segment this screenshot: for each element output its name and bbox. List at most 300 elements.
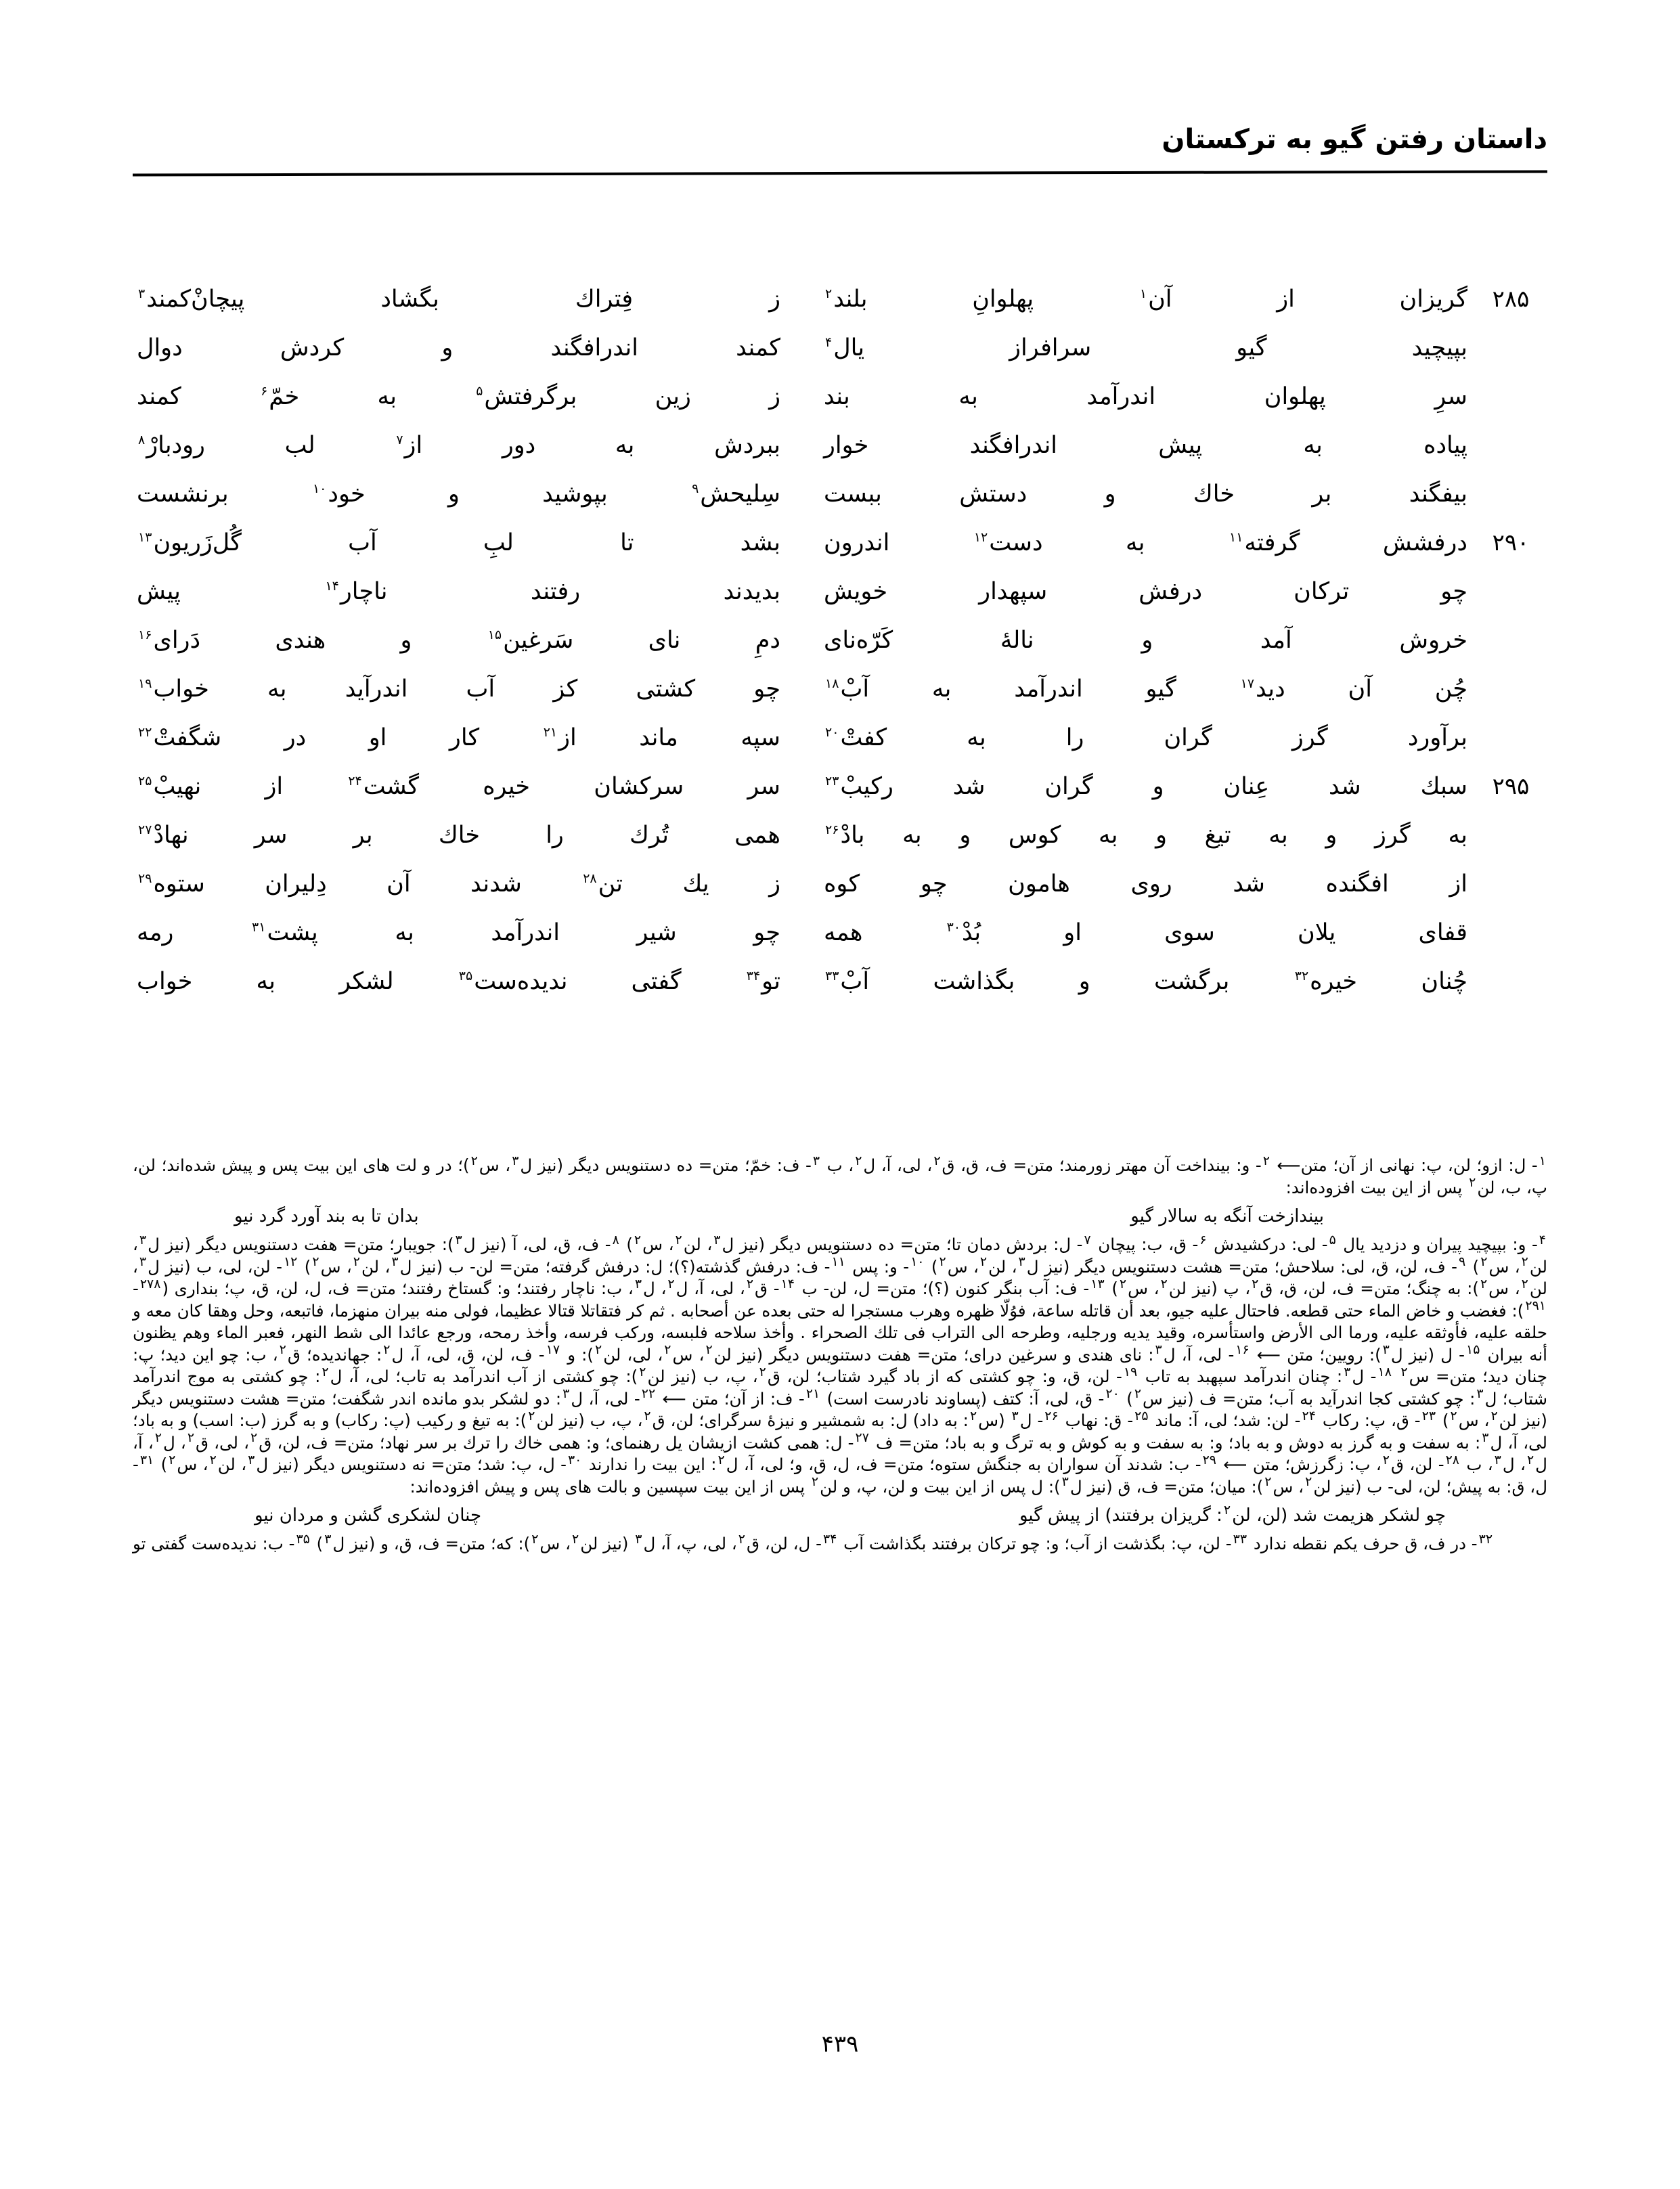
verse-word: اندرآید — [345, 676, 408, 703]
hemistich-second — [133, 716, 801, 759]
verse-word: اندرآمد — [1014, 676, 1083, 703]
verse-word: پهلوانِ — [972, 286, 1034, 313]
verse-word: افگنده — [1325, 870, 1389, 898]
footnote-marker: ۲ — [1160, 1276, 1168, 1291]
verse-word: و — [1325, 822, 1338, 849]
verse-word: آمد — [1260, 627, 1292, 654]
footnote-marker: ۲ — [1521, 1276, 1528, 1291]
hemistich-first — [801, 375, 1474, 418]
verse-number: ۲۹۰ — [1492, 529, 1530, 556]
footnote-marker: ۳۵ — [296, 1531, 310, 1547]
verse-couplet — [133, 862, 1547, 911]
verse-word: از$^{۲۱}$ — [543, 724, 577, 751]
footnote-marker: ۱۵ — [487, 627, 502, 643]
verse-word: خویش — [824, 578, 888, 605]
footnote-marker: ۲۵ — [138, 774, 152, 789]
footnote-marker: ۳۰ — [567, 1452, 582, 1467]
verse-couplet — [133, 911, 1547, 960]
footnote-marker: ۲ — [528, 1408, 535, 1423]
verse-word: رفتند — [531, 578, 581, 605]
footnote-marker: ۲ — [1490, 1408, 1498, 1423]
footnote-marker: ۳ — [1155, 1342, 1162, 1358]
verse-word: گریزان — [1399, 286, 1467, 313]
hemistich-second — [133, 619, 801, 662]
footnote-marker: ۲ — [1252, 1276, 1259, 1291]
footnote-marker: ۳ — [248, 1452, 255, 1467]
verse-word: دمِ — [755, 627, 780, 654]
verse-word: سرافراز — [1009, 334, 1092, 361]
verse-word: دور — [502, 432, 536, 459]
footnote-marker: ۱۵ — [1465, 1342, 1480, 1358]
verse-word: همی — [734, 822, 780, 849]
verse-word: اندرافگند — [550, 334, 638, 361]
verse-word: شد — [1233, 870, 1266, 898]
verse-word: و — [1155, 822, 1168, 849]
verse-word: از — [1277, 286, 1295, 313]
verse-word: گفتی — [631, 968, 682, 995]
footnote-marker: ۱۴ — [780, 1276, 795, 1291]
verse-word: و — [441, 334, 454, 361]
verse-word: شیر — [636, 919, 677, 946]
verse-word: پیاده — [1423, 432, 1467, 459]
verse-word: دَرای$^{۱۶}$ — [138, 627, 201, 654]
footnote-marker: ۲ — [1223, 1503, 1231, 1518]
footnote-marker: ۲ — [675, 1232, 682, 1247]
verse-word: گرز — [1291, 724, 1328, 751]
footnote-marker: ۲ — [705, 1342, 713, 1358]
verse-word: به — [1098, 822, 1118, 849]
verse-word: خمّ$^۶$ — [261, 383, 300, 410]
verse-word: بیفگند — [1409, 481, 1467, 508]
verse-word: چو — [753, 676, 780, 703]
footnote-marker: ۶ — [1199, 1232, 1207, 1247]
footnote-marker: ۱۱ — [1229, 530, 1243, 546]
verse-couplet — [133, 472, 1547, 521]
verse-word: آن — [386, 870, 411, 898]
footnote-marker: ۱ — [1139, 286, 1147, 302]
verse-word: آن — [1348, 676, 1372, 703]
verse-word: كز — [553, 676, 578, 703]
footnote-marker: ۳ — [1011, 1408, 1019, 1423]
apparatus-paragraph: $^۴$- و: بپیچید پیران و دزدید یال $^۵$- لی: درکشیدش $^۶$- ق، ب: پیچان $^۷$- ل: بردش دمان تا؛ متن= ده دستنویس دیگر (نیز ل$^۳$، لن$^۲$، س$^۲$) $^۸$- ف، ق، لی، آ (نیز ل$^۳$): جویبار؛ متن= هفت دستنویس دیگر (نیز ل$^۳$، لن$^۲$، س$^۲$) $^۹$- ف، لن، ق، لی: سلاحش؛ متن= هشت دستنویس دیگر (نیز ل$^۳$، لن$^۲$، س$^۲$) $^{۱۰}$- و: پس $^{۱۱}$- ف: درفش گذشته(؟)؛ ل: درفش گرفته؛ متن= لن- ب (نیز ل$^۳$، لن$^۲$، س$^۲$) $^{۱۲}$- لن، لی، ب (نیز ل$^۳$، لن$^۲$، س$^۲$): به چنگ؛ متن= ف، لن، ق، ق$^۲$، پ (نیز لن$^۲$، س$^۲$) $^{۱۳}$- ف: آب بنگر كنون (؟)؛ متن= ل، لن- ب $^{۱۴}$- ق$^۲$، لی، آ، ل$^۲$، ل$^۳$، ب: ناچار رفتند؛ و: گستاخ رفتند؛ متن= ف، ل، لن، ق، پ؛ بنداری ($^{۲۷۸}$- $^{۲۹۱}$): فغضب و خاض الماء حتی قطعه. فاحتال علیه جیو، بعد أن قاتله ساعة، فوُلّا ظهره وهرب مستجرا له حتی بعده عن أصحابه . ثم كر فتقاتلا قتالا عظیما، فولی منه بیران منهزما، فاتبعه، وحل وهقا كان معه و حلقه علیه، فأوثقه علیه، ورما الی الأرض واستأسره، وقید یدیه ورجلیه، وطرحه الی التراب فی تلك الصحراء . وأخذ سلاحه فلبسه، وركب فرسه، وأخذ رمحه، ورجع عائدا الی شط النهر، فعبر الماء وهم یظنون أنه بیران $^{۱۵}$- ل (نیز ل$^۳$): رویین؛ متن ⟵ $^{۱۶}$- لی، آ، ل$^۳$: نای هندی و سرغین درای؛ متن= هفت دستنویس دیگر (نیز لن$^۲$، س$^۲$، لی، لن$^۲$): و $^{۱۷}$- ف، لن، ق، لی، آ، ل$^۲$: جهاندیده؛ ق$^۲$، ب: چو این دید؛ پ: چنان دید؛ متن= س$^۲$ $^{۱۸}$- ل$^۳$: چنان اندرآمد سپهبد به تاب $^{۱۹}$- لن، ق، و: چو كشتی كه از باد گیرد شتاب؛ لن، ق$^۲$، پ، ب (نیز لن$^۲$): چو كشتی از آب اندرآمد به تاب؛ لی، آ، ل$^۲$: چو كشتی به موج اندرآمد شتاب؛ ل$^۳$: چو كشتی كجا اندرآید به آب؛ متن= ف (نیز س$^۲$) $^{۲۰}$- ق، لی، آ: كتف (پساوند نادرست است) $^{۲۱}$- ف: از آن؛ متن ⟵ $^{۲۲}$- لی، آ، ل$^۳$: دو لشكر بدو مانده اندر شگفت؛ متن= هشت دستنویس دیگر (نیز لن$^۲$، س$^۲$) $^{۲۳}$- ق، پ: ركاب $^{۲۴}$- لن: شد؛ لی، آ: ماند $^{۲۵}$- ق: نهاب $^{۲۶}$- ل$^۳$ (س$^۲$: به داد) ل: به شمشیر و نیزهٔ سرگرای؛ لن، ق$^۲$، پ، ب (نیز لن$^۲$): به تیغ و ركیب (پ: ركاب) و به گرز (ب: اسب) و به باد؛ لی، آ، ل$^۳$: به سفت و به گرز به دوش و به باد؛ و: به سفت و به كوش و به ترگ و به باد؛ متن= ف $^{۲۷}$- ل: همی كشت ازیشان یل رهنمای؛ و: همی خاك را ترك بر سر نهاد؛ متن= ف، لن، ق$^۲$، لی، ق$^۲$، ل$^۲$، آ، ل$^۲$، ل$^۳$، ب $^{۲۸}$- لن، ق$^۲$، پ: زگرزش؛ متن ⟵ $^{۲۹}$- ب: شدند آن سواران به جنگش ستوه؛ متن= ف، ل، ق، و؛ لی، آ، ل$^۲$: این بیت را ندارند $^{۳۰}$- ل، پ: شد؛ متن= نه دستنویس دیگر (نیز ل$^۳$، لن$^۲$، س$^۲$) $^{۳۱}$- ل، ق: به پیش؛ لن، لی- ب (نیز لن$^۲$، س$^۲$): میان؛ متن= ف، ق (نیز ل$^۳$): ل پس از این بیت و لن، پ، و لن$^۲$ پس از این بیت سپسین و بالت های پس و پیش افزوده‌اند: — [133, 1232, 1548, 1497]
verse-word: برگرفتش$^۵$ — [476, 383, 577, 410]
verse-word: سِلیحش$^۹$ — [692, 481, 780, 508]
footnote-marker: ۲۳ — [825, 774, 839, 789]
hemistich-second — [133, 278, 801, 321]
footnote-marker: ۳ — [1061, 1474, 1069, 1490]
footnote-marker: ۲ — [759, 1364, 766, 1379]
footnote-marker: ۵ — [1329, 1232, 1336, 1247]
footnote-marker: ۲ — [1469, 1175, 1476, 1191]
footnote-marker: ۷ — [396, 433, 403, 448]
verse-word: سبك — [1420, 773, 1467, 800]
apparatus-paragraph: $^{۳۲}$- در ف، ق حرف یكم نقطه ندارد $^{۳۳}$- لن، پ: بگذشت از آب؛ و: چو تركان برفتند بگذاشت آب $^{۳۴}$- ل، لن، ق$^۲$، لی، پ، آ، ل$^۳$ (نیز لن$^۲$، س$^۲$): كه؛ متن= ف، ق، و (نیز ل$^۳$) $^{۳۵}$- ب: ندیده‌ست گفتی تو — [133, 1531, 1493, 1553]
verse-couplet — [133, 521, 1547, 570]
verse-word: اندرآمد — [1086, 383, 1156, 410]
footnote-marker: ۳ — [1382, 1342, 1390, 1358]
verse-word: و — [1104, 481, 1116, 508]
hemistich-second — [133, 862, 801, 906]
verse-word: دید$^{۱۷}$ — [1240, 676, 1285, 703]
verse-word: خواب — [137, 968, 193, 995]
footnote-marker: ۱۶ — [138, 627, 152, 643]
verse-word: آب — [466, 676, 495, 703]
inset-hemistich-second: چنان لشكری گشن و مردان نیو — [255, 1505, 482, 1526]
footnote-marker: ۲ — [933, 1153, 941, 1168]
verse-couplet — [133, 667, 1547, 716]
verse-word: دستش — [959, 481, 1027, 508]
verse-number: ۲۸۵ — [1492, 286, 1530, 313]
verse-word: بُدْ$^{۳۰}$ — [946, 919, 981, 946]
hemistich-first — [801, 667, 1474, 711]
verse-word: از$^۷$ — [396, 432, 423, 459]
footnote-marker: ۳ — [138, 286, 146, 302]
hemistich-second — [133, 375, 801, 418]
footnote-marker: ۱۰ — [312, 481, 327, 497]
footnote-marker: ۱۳ — [1090, 1276, 1105, 1291]
footnote-marker: ۱۴ — [325, 579, 339, 594]
verse-couplet — [133, 326, 1547, 375]
footnote-marker: ۱۷ — [1240, 676, 1255, 692]
footnote-marker: ۴ — [825, 335, 833, 351]
verse-word: چو — [753, 919, 780, 946]
verse-word: پهلوان — [1264, 383, 1326, 410]
footnote-marker: ۳۴ — [822, 1531, 837, 1547]
verse-word: ز — [769, 383, 780, 410]
verse-word: كشتی — [636, 676, 696, 703]
verse-word: و — [1078, 968, 1090, 995]
hemistich-second — [133, 960, 801, 1003]
verse-word: سر — [747, 773, 780, 800]
verse-word: یك — [682, 870, 709, 898]
verse-word: هندی — [275, 627, 326, 654]
hemistich-second — [133, 667, 801, 711]
verse-word: كار — [449, 724, 480, 751]
footnote-marker: ۸ — [612, 1232, 619, 1247]
verse-word: به — [931, 676, 952, 703]
verse-word: به — [1126, 529, 1145, 556]
hemistich-first — [801, 521, 1474, 565]
footnote-marker: ۹ — [692, 481, 699, 497]
verse-word: را — [546, 822, 564, 849]
footnote-marker: ۲۸ — [583, 871, 597, 887]
verse-word: خروش — [1399, 627, 1467, 654]
verse-word: گیو — [1145, 676, 1176, 703]
footnote-marker: ۱ — [1539, 1153, 1546, 1168]
hemistich-second — [133, 911, 801, 954]
verse-word: به — [267, 676, 287, 703]
verse-word: به — [377, 383, 397, 410]
footnote-marker: ۲۶ — [1044, 1408, 1059, 1423]
verse-word: در — [284, 724, 307, 751]
footnote-marker: ۲۳ — [1421, 1408, 1436, 1423]
verse-word: را — [1065, 724, 1084, 751]
verse-word: بند — [824, 383, 850, 410]
verse-word: دوال — [137, 334, 183, 361]
verse-word: برآورد — [1407, 724, 1467, 751]
verse-couplet — [133, 814, 1547, 862]
verse-word: گرز — [1374, 822, 1411, 849]
verse-word: كمند — [736, 334, 780, 361]
verse-word: نهادْ$^{۲۷}$ — [138, 822, 189, 849]
footnote-marker: ۳ — [512, 1153, 519, 1168]
footnote-marker: ۲ — [154, 1430, 162, 1446]
verse-word: بلند$^۲$ — [825, 286, 868, 313]
verse-word: بپوشید — [542, 481, 608, 508]
footnote-marker: ۳۱ — [139, 1452, 154, 1467]
verse-word: ماند — [639, 724, 678, 751]
verse-word: به — [902, 822, 922, 849]
page-header — [133, 126, 1547, 188]
footnote-marker: ۲ — [746, 1276, 754, 1291]
verse-word: پیش — [1158, 432, 1203, 459]
verse-word: گران — [1044, 773, 1093, 800]
verse-word: خاك — [438, 822, 481, 849]
footnote-marker: ۲ — [531, 1531, 539, 1547]
footnote-marker: ۲۷ — [138, 822, 152, 838]
verse-word: به — [1303, 432, 1323, 459]
footnote-marker: ۲۶ — [825, 822, 839, 838]
verse-word: پشت$^{۳۱}$ — [252, 919, 318, 946]
footnote-marker: ۳۳ — [825, 969, 839, 984]
verse-word: و — [1141, 627, 1153, 654]
footnote-marker: ۱۰ — [910, 1254, 925, 1270]
footnote-marker: ۲ — [639, 1364, 646, 1379]
verse-word: تا — [620, 529, 634, 556]
verse-word: همه — [824, 919, 863, 946]
footnote-marker: ۳۴ — [746, 969, 761, 984]
footnote-marker: ۲ — [1480, 1276, 1488, 1291]
verse-word: اندرافگند — [969, 432, 1058, 459]
verse-word: آبْ$^{۳۳}$ — [825, 968, 870, 995]
verse-word: به — [1448, 822, 1467, 849]
verse-word: كردش — [280, 334, 345, 361]
footnote-marker: ۲ — [572, 1531, 579, 1547]
footnote-marker: ۳ — [812, 1153, 820, 1168]
verse-word: آب — [348, 529, 377, 556]
hemistich-second — [133, 814, 801, 857]
folio-number: ۴۳۹ — [821, 2031, 859, 2058]
footnote-marker: ۳ — [1494, 1452, 1501, 1467]
footnote-marker: ۲ — [169, 1452, 176, 1467]
verse-couplet — [133, 570, 1547, 619]
verse-word: بگذاشت — [933, 968, 1015, 995]
footnote-marker: ۳۲ — [1294, 969, 1309, 984]
verse-couplet — [133, 960, 1547, 1009]
verse-word: و — [447, 481, 460, 508]
verse-word: تركان — [1294, 578, 1350, 605]
verse-word: شدند — [470, 870, 522, 898]
verse-couplet — [133, 424, 1547, 472]
verse-word: ندیده‌ست$^{۳۵}$ — [458, 968, 568, 995]
verse-word: به — [256, 968, 276, 995]
verse-word: گرفته$^{۱۱}$ — [1229, 529, 1300, 556]
verse-word: سَرغین$^{۱۵}$ — [487, 627, 574, 654]
verse-word: پیش — [137, 578, 181, 605]
footnote-marker: ۳ — [635, 1531, 642, 1547]
verse-word: بر — [353, 822, 373, 849]
apparatus-paragraph: $^۱$- ل: ازو؛ لن، پ: نهانی از آن؛ متن⟵ $^۲$- و: بینداخت آن مهتر زورمند؛ متن= ف، ق، ق$^۲$، لی، آ، ل$^۲$، ب $^۳$- ف: خمّ؛ متن= ده دستنویس دیگر (نیز ل$^۳$، س$^۲$)؛ در و لت های این بیت پس و پیش شده‌اند؛ لن، پ، ب، لن$^۲$ پس از این بیت افزوده‌اند: — [133, 1153, 1547, 1197]
verse-word: از — [1449, 870, 1467, 898]
verse-word: كوس — [1008, 822, 1061, 849]
footnote-marker: ۲ — [667, 1276, 675, 1291]
verse-word: بشد — [740, 529, 780, 556]
hemistich-first — [801, 716, 1474, 759]
verse-word: گیو — [1236, 334, 1267, 361]
verse-word: چو — [1440, 578, 1467, 605]
verse-couplet — [133, 278, 1547, 326]
hemistich-second — [133, 472, 801, 516]
footnote-marker: ۲۱ — [805, 1386, 820, 1402]
footnote-marker: ۲ — [312, 1254, 319, 1270]
verse-word: چو — [920, 870, 948, 898]
verse-word: اندرآمد — [491, 919, 560, 946]
footnote-marker: ۳ — [455, 1232, 462, 1247]
footnote-marker: ۳۵ — [458, 969, 473, 984]
footnote-marker: ۲ — [322, 1364, 329, 1379]
footnote-marker: ۲ — [1526, 1452, 1534, 1467]
footnote-marker: ۲ — [717, 1452, 725, 1467]
hemistich-first — [801, 862, 1474, 906]
verse-word: عِنان — [1223, 773, 1270, 800]
footnote-marker: ۲ — [1262, 1153, 1270, 1168]
footnote-marker: ۲۸ — [1445, 1452, 1459, 1467]
footnote-marker: ۱۹ — [1123, 1364, 1138, 1379]
verse-word: نالهٔ — [1000, 627, 1034, 654]
verse-word: لب — [284, 432, 315, 459]
footnote-marker: ۲ — [644, 1408, 651, 1423]
verse-word: و — [400, 627, 412, 654]
verse-word: به — [615, 432, 635, 459]
footnote-marker: ۹ — [1459, 1254, 1466, 1270]
verse-word: سپهدار — [979, 578, 1048, 605]
inset-hemistich-first: بیندازخت آنگه به سالار گیو — [1130, 1206, 1324, 1226]
verse-word: ز — [769, 286, 780, 313]
verse-word: كمند — [137, 383, 181, 410]
footnote-marker: ۲ — [1264, 1474, 1272, 1490]
footnote-marker: ۲ — [979, 1254, 988, 1270]
verse-word: و — [959, 822, 971, 849]
verse-word: چُنان — [1421, 968, 1467, 995]
footnote-marker: ۲۰ — [1105, 1386, 1120, 1402]
hemistich-second — [133, 326, 801, 370]
verse-word: گران — [1164, 724, 1212, 751]
footnote-marker: ۶ — [261, 384, 268, 399]
footnote-marker: ۲۱ — [543, 725, 558, 740]
footnote-marker: ۲ — [811, 1474, 819, 1490]
footnote-marker: ۲ — [1521, 1254, 1528, 1270]
footnote-marker: ۲ — [1119, 1276, 1127, 1291]
footnote-marker: ۲ — [1134, 1386, 1142, 1402]
verse-word: رمه — [137, 919, 174, 946]
footnote-marker: ۲ — [1400, 1364, 1408, 1379]
header-rule — [133, 170, 1547, 176]
verse-word: دست$^{۱۲}$ — [973, 529, 1043, 556]
verse-word: ناچار$^{۱۴}$ — [325, 578, 388, 605]
footnote-marker: ۲ — [594, 1342, 602, 1358]
verse-word: تُرك — [629, 822, 669, 849]
verse-word: بر — [1312, 481, 1332, 508]
footnote-marker: ۲ — [1305, 1474, 1312, 1490]
verse-word: سپه — [740, 724, 780, 751]
footnote-marker: ۲۲ — [138, 725, 152, 740]
footnote-marker: ۳ — [713, 1232, 721, 1247]
footnote-marker: ۲ — [939, 1254, 946, 1270]
verse-word: ز — [769, 870, 780, 898]
footnote-marker: ۲ — [383, 1342, 391, 1358]
verse-word: درفشش — [1382, 529, 1467, 556]
footnote-marker: ۲ — [969, 1408, 977, 1423]
verse-word: درفش — [1139, 578, 1203, 605]
verse-word: خیره$^{۳۲}$ — [1294, 968, 1358, 995]
verse-word: ببست — [824, 481, 882, 508]
verse-word: او — [1063, 919, 1082, 946]
verse-word: او — [368, 724, 387, 751]
footnote-marker: ۲ — [664, 1342, 671, 1358]
hemistich-second — [133, 570, 801, 613]
verse-word: اندرون — [824, 529, 890, 556]
verse-word: نای — [648, 627, 681, 654]
verse-word: برگشت — [1154, 968, 1230, 995]
hemistich-first — [801, 765, 1474, 808]
verse-number: ۲۹۵ — [1492, 773, 1530, 800]
verse-word: به — [1268, 822, 1288, 849]
verse-couplet — [133, 619, 1547, 667]
footnote-marker: ۳ — [634, 1276, 642, 1291]
inset-hemistich-second: بدان تا به بند آورد گرد نیو — [234, 1206, 419, 1226]
verse-word: خوار — [824, 432, 869, 459]
footnote-marker: ۱۹ — [138, 676, 152, 692]
verse-word: یال$^۴$ — [825, 334, 865, 361]
verse-word: یلان — [1298, 919, 1336, 946]
footnote-marker: ۸ — [138, 433, 146, 448]
footnote-marker: ۳ — [1018, 1254, 1025, 1270]
footnote-marker: ۲۴ — [348, 774, 362, 789]
footnote-marker: ۳ — [1482, 1430, 1489, 1446]
verse-word: بپیچید — [1411, 334, 1467, 361]
verse-word: خواب$^{۱۹}$ — [138, 676, 209, 703]
footnote-marker: ۳ — [391, 1254, 399, 1270]
footnote-marker: ۱۲ — [973, 530, 988, 546]
hemistich-first — [801, 472, 1474, 516]
verse-word: ستوه$^{۲۹}$ — [138, 870, 205, 898]
footnote-marker: ۲۵ — [1134, 1408, 1149, 1423]
footnote-marker: ۲ — [825, 286, 833, 302]
critical-apparatus — [133, 1155, 1547, 1555]
verse-word: شگفتْ$^{۲۲}$ — [138, 724, 222, 751]
verse-block — [133, 278, 1547, 1009]
hemistich-second — [133, 521, 801, 565]
footnote-marker: ۲۴ — [1302, 1408, 1316, 1423]
hemistich-second — [133, 424, 801, 467]
verse-word: خود$^{۱۰}$ — [312, 481, 366, 508]
footnote-marker: ۳ — [324, 1531, 332, 1547]
footnote-marker: ۳۳ — [1233, 1531, 1247, 1547]
apparatus-inset-verse — [133, 1502, 1547, 1529]
running-head-title: داستان رفتن گیو به ترکستان — [1162, 124, 1547, 155]
verse-word: گشت$^{۲۴}$ — [348, 773, 419, 800]
footnote-marker: ۲ — [279, 1342, 286, 1358]
verse-word: آن$^۱$ — [1139, 286, 1172, 313]
footnote-marker: ۲ — [634, 1232, 642, 1247]
verse-word: از — [265, 773, 284, 800]
hemistich-second — [133, 765, 801, 808]
hemistich-first — [801, 424, 1474, 467]
verse-word: آبْ$^{۱۸}$ — [825, 676, 870, 703]
footnote-marker: ۲۹ — [1202, 1452, 1217, 1467]
verse-word: سركشان — [594, 773, 684, 800]
footnote-marker: ۳۱ — [252, 920, 266, 935]
